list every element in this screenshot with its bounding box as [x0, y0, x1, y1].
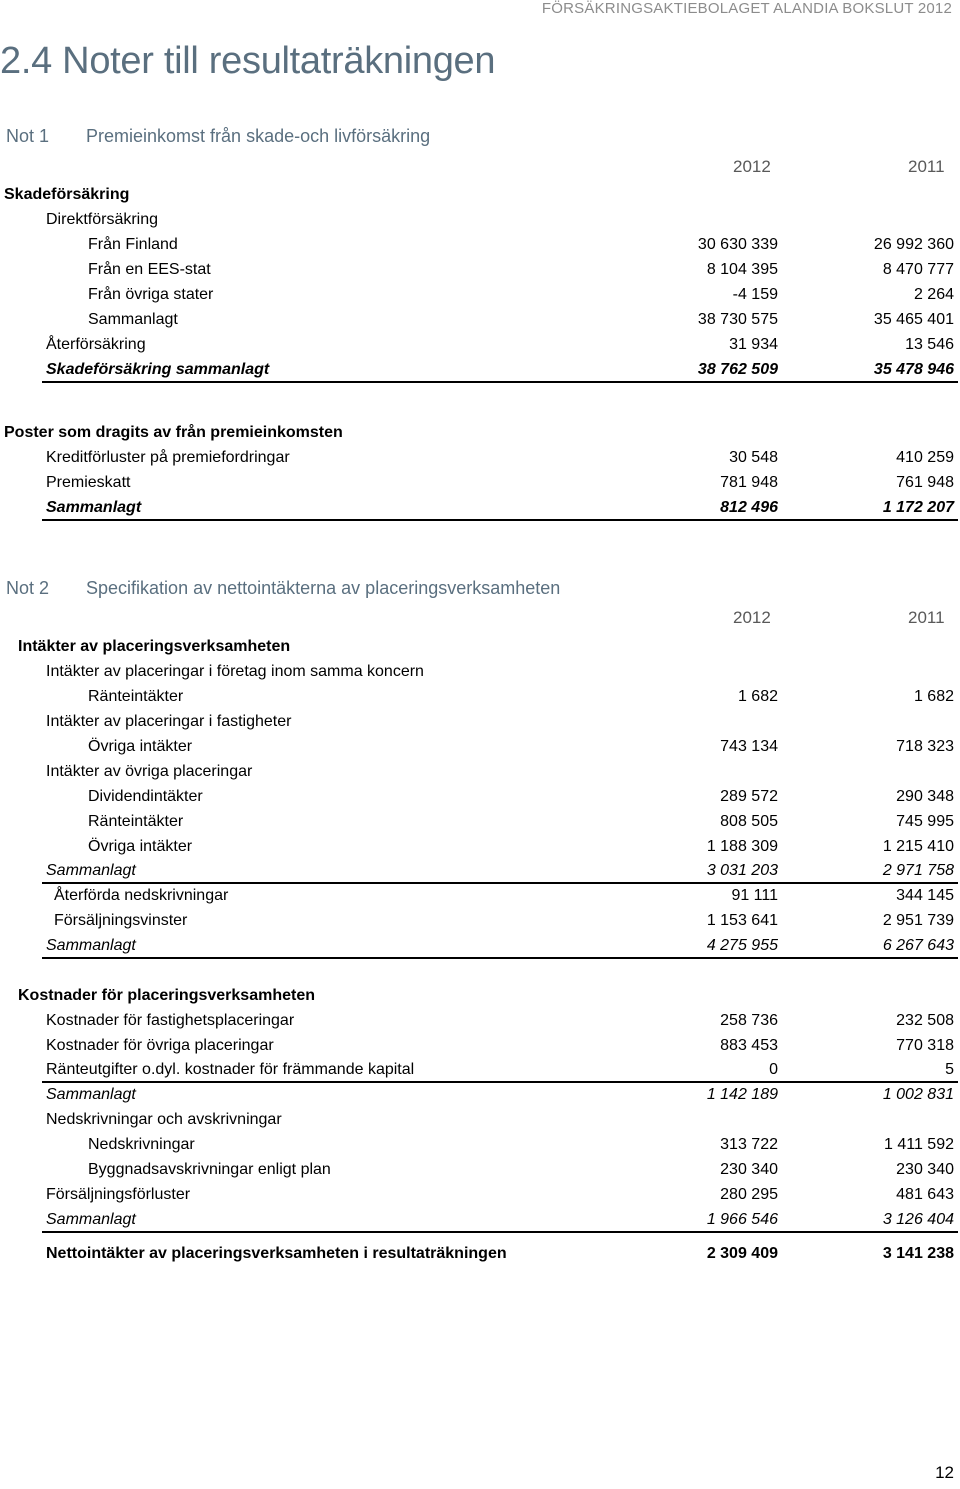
value-2012: 30 548: [729, 449, 778, 466]
divider-rule: [42, 381, 958, 383]
value-2011: 3 126 404: [882, 1211, 954, 1228]
table-row: [0, 784, 960, 809]
row-label: Kostnader för övriga placeringar: [46, 1037, 274, 1054]
value-2011: 6 267 643: [882, 937, 954, 954]
table-row: [0, 1207, 960, 1232]
value-2011: 290 348: [896, 788, 954, 805]
row-label: Återförsäkring: [46, 336, 146, 353]
year-column-2011: 2011: [908, 608, 945, 627]
table-row: [0, 734, 960, 759]
value-2011: 1 215 410: [882, 838, 954, 855]
row-label: Intäkter av övriga placeringar: [46, 763, 253, 780]
table-row: [0, 332, 960, 357]
table-row: [0, 1057, 960, 1082]
row-label: Skadeförsäkring: [4, 186, 130, 203]
divider-rule: [42, 1231, 958, 1233]
row-label: Ränteutgifter o.dyl. kostnader för främmande kapital: [46, 1061, 415, 1078]
row-label: Kostnader för placeringsverksamheten: [18, 987, 315, 1004]
value-2012: 1 153 641: [706, 912, 778, 929]
value-2011: 35 465 401: [873, 311, 954, 328]
value-2011: 2 951 739: [882, 912, 954, 929]
table-row: [0, 1182, 960, 1207]
value-2012: 289 572: [720, 788, 778, 805]
note-title: Premieinkomst från skade-och livförsäkring: [86, 126, 431, 146]
value-2012: 4 275 955: [706, 937, 778, 954]
value-2012: 2 309 409: [706, 1245, 778, 1262]
value-2012: 30 630 339: [697, 236, 778, 253]
value-2012: -4 159: [732, 286, 778, 303]
row-label: Försäljningsvinster: [54, 912, 188, 929]
row-label: Intäkter av placeringar i företag inom samma koncern: [46, 663, 424, 680]
table-row: [0, 908, 960, 933]
value-2011: 230 340: [896, 1161, 954, 1178]
row-label: Byggnadsavskrivningar enligt plan: [88, 1161, 331, 1178]
value-2011: 1 002 831: [882, 1086, 954, 1103]
year-column-2012: 2012: [733, 157, 771, 176]
section-title: 2.4 Noter till resultaträkningen: [0, 40, 496, 82]
value-2011: 761 948: [896, 474, 954, 491]
row-label: Sammanlagt: [46, 862, 136, 879]
table-row: [0, 684, 960, 709]
row-label: Försäljningsförluster: [46, 1186, 191, 1203]
divider-rule: [42, 519, 958, 521]
note-number: Not 1: [6, 126, 50, 146]
row-label: Nedskrivningar och avskrivningar: [46, 1111, 282, 1128]
value-2011: 5: [945, 1061, 954, 1078]
value-2012: 91 111: [731, 887, 778, 904]
year-column-2011: 2011: [908, 157, 945, 176]
value-2011: 344 145: [896, 887, 954, 904]
value-2011: 13 546: [905, 336, 954, 353]
table-row: [0, 634, 960, 659]
note-number: Not 2: [6, 578, 50, 598]
table-row: [0, 1107, 960, 1132]
table-row: [0, 983, 960, 1008]
value-2012: 1 188 309: [706, 838, 778, 855]
value-2011: 2 264: [913, 286, 954, 303]
table-row: [0, 883, 960, 908]
value-2012: 230 340: [720, 1161, 778, 1178]
page-number: 12: [935, 1463, 954, 1482]
row-label: Nedskrivningar: [88, 1136, 195, 1153]
table-row: [0, 182, 960, 207]
table-row: [0, 420, 960, 445]
table-row: [0, 207, 960, 232]
value-2012: 0: [769, 1061, 778, 1078]
value-2011: 2 971 758: [882, 862, 954, 879]
note-1-heading: [6, 126, 430, 147]
divider-rule: [42, 957, 958, 959]
row-label: Sammanlagt: [88, 311, 178, 328]
value-2012: 280 295: [720, 1186, 778, 1203]
value-2012: 258 736: [720, 1012, 778, 1029]
value-2011: 770 318: [896, 1037, 954, 1054]
row-label: Från övriga stater: [88, 286, 214, 303]
row-label: Ränteintäkter: [88, 688, 184, 705]
value-2012: 3 031 203: [706, 862, 778, 879]
value-2012: 1 682: [737, 688, 778, 705]
note-title: Specifikation av nettointäkterna av placeringsverksamheten: [86, 578, 561, 598]
table-row: [0, 809, 960, 834]
value-2011: 35 478 946: [873, 361, 954, 378]
year-column-2012: 2012: [733, 608, 771, 627]
value-2012: 313 722: [720, 1136, 778, 1153]
row-label: Övriga intäkter: [88, 838, 193, 855]
value-2012: 1 966 546: [706, 1211, 778, 1228]
table-row: [0, 282, 960, 307]
row-label: Intäkter av placeringsverksamheten: [18, 638, 291, 655]
table-row: [0, 1082, 960, 1107]
value-2012: 808 505: [720, 813, 778, 830]
value-2011: 1 411 592: [884, 1136, 954, 1153]
value-2011: 745 995: [896, 813, 954, 830]
row-label: Ränteintäkter: [88, 813, 184, 830]
row-label: Premieskatt: [46, 474, 131, 491]
row-label: Kreditförluster på premiefordringar: [46, 449, 290, 466]
row-label: Nettointäkter av placeringsverksamheten i resultaträkningen: [46, 1245, 507, 1262]
value-2011: 232 508: [896, 1012, 954, 1029]
table-row: [0, 858, 960, 883]
row-label: Sammanlagt: [46, 937, 136, 954]
row-label: Från Finland: [88, 236, 178, 253]
row-label: Sammanlagt: [46, 499, 142, 516]
table-row: [0, 1008, 960, 1033]
value-2011: 410 259: [896, 449, 954, 466]
row-label: Dividendintäkter: [88, 788, 203, 805]
value-2012: 812 496: [720, 499, 778, 516]
row-label: Återförda nedskrivningar: [54, 887, 229, 904]
row-label: Från en EES-stat: [88, 261, 211, 278]
value-2012: 38 730 575: [697, 311, 778, 328]
row-label: Skadeförsäkring sammanlagt: [46, 361, 270, 378]
row-label: Övriga intäkter: [88, 738, 193, 755]
value-2012: 1 142 189: [706, 1086, 778, 1103]
value-2012: 38 762 509: [697, 361, 778, 378]
row-label: Sammanlagt: [46, 1086, 136, 1103]
table-row: [0, 257, 960, 282]
table-row: [0, 1033, 960, 1058]
note-2-heading: [6, 578, 560, 599]
table-row: [0, 307, 960, 332]
row-label: Kostnader för fastighetsplaceringar: [46, 1012, 295, 1029]
table-row: [0, 933, 960, 958]
row-label: Intäkter av placeringar i fastigheter: [46, 713, 292, 730]
table-row: [0, 1241, 960, 1266]
table-row: [0, 495, 960, 520]
row-label: Sammanlagt: [46, 1211, 136, 1228]
table-row: [0, 357, 960, 382]
row-label: Direktförsäkring: [46, 211, 159, 228]
table-row: [0, 759, 960, 784]
value-2012: 743 134: [720, 738, 778, 755]
table-row: [0, 1157, 960, 1182]
value-2011: 481 643: [896, 1186, 954, 1203]
table-row: [0, 445, 960, 470]
value-2011: 8 470 777: [882, 261, 954, 278]
value-2011: 1 172 207: [882, 499, 954, 516]
value-2011: 718 323: [896, 738, 954, 755]
table-row: [0, 232, 960, 257]
table-row: [0, 470, 960, 495]
value-2011: 1 682: [913, 688, 954, 705]
value-2011: 3 141 238: [882, 1245, 954, 1262]
table-row: [0, 709, 960, 734]
value-2012: 8 104 395: [706, 261, 778, 278]
table-row: [0, 1132, 960, 1157]
table-row: [0, 834, 960, 859]
value-2012: 883 453: [720, 1037, 778, 1054]
table-row: [0, 659, 960, 684]
value-2012: 781 948: [720, 474, 778, 491]
document-header: FÖRSÄKRINGSAKTIEBOLAGET ALANDIA BOKSLUT 2012: [541, 0, 952, 17]
value-2011: 26 992 360: [873, 236, 954, 253]
row-label: Poster som dragits av från premieinkomsten: [4, 424, 343, 441]
value-2012: 31 934: [729, 336, 778, 353]
